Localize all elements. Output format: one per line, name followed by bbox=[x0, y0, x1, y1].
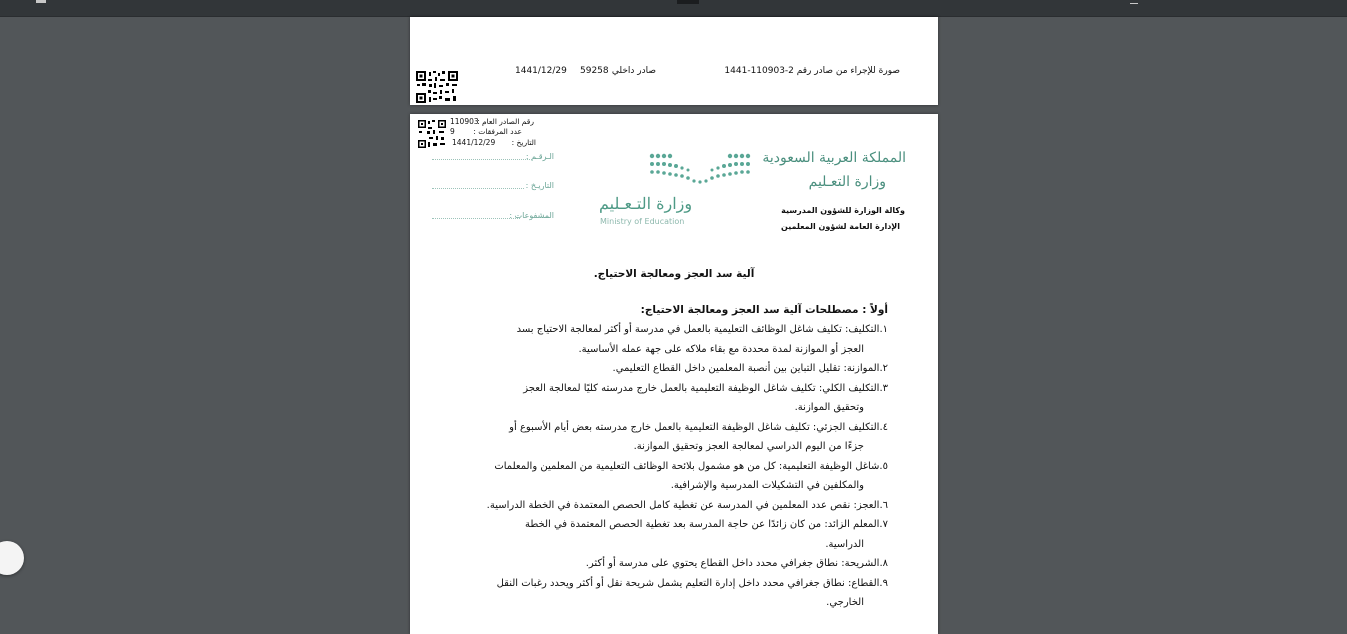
document-title: آلية سد العجز ومعالجة الاحتياج. bbox=[593, 268, 755, 280]
field-attachments-line bbox=[432, 218, 520, 219]
list-item: ١.التكليف: تكليف شاغل الوظائف التعليمية بالعمل في مدرسة أو أكثر لمعالجة الاحتياج بسد العجز أو الموازنة لمدة محددة مع بقاء ملاكه على جهة عمله الأساسية. bbox=[516, 324, 888, 355]
list-item: ٨.الشريحة: نطاق جغرافي محدد داخل القطاع يحتوي على مدرسة أو أكثر. bbox=[585, 558, 888, 569]
issue-date: 1441/12/29 bbox=[515, 66, 567, 76]
agency-name: وكالة الوزارة للشؤون المدرسية bbox=[781, 206, 905, 215]
qr-code-small bbox=[417, 119, 447, 149]
field-date-line bbox=[432, 188, 524, 189]
document-page-1 bbox=[410, 17, 938, 105]
kingdom-title: المملكة العربية السعودية bbox=[762, 150, 906, 166]
ministry-title: وزارة التعـليم bbox=[808, 174, 886, 190]
field-number-line bbox=[432, 159, 532, 160]
attachments-count: 9 bbox=[450, 127, 455, 136]
qr-code bbox=[415, 70, 459, 104]
download-icon[interactable] bbox=[1130, 0, 1138, 4]
list-item: ٩.القطاع: نطاق جغرافي محدد داخل إدارة التعليم يشمل شريحة نقل أو أكثر ويحدد رغبات النقل الخارجي. bbox=[496, 577, 888, 608]
attachments-label: عدد المرفقات : bbox=[473, 127, 522, 136]
field-attachments-label: المشفوعات : bbox=[509, 211, 554, 220]
page-indicator bbox=[677, 0, 699, 4]
list-item: ٤.التكليف الجزئي: تكليف شاغل الوظيفة التعليمية بالعمل خارج مدرسته بعض أيام الأسبوع أو جزءًا من اليوم الدراسي لمعالجة العجز وتحقيق الموازنة. bbox=[509, 421, 888, 452]
menu-icon[interactable] bbox=[36, 0, 46, 3]
definitions-list bbox=[460, 320, 888, 613]
list-item: ٥.شاغل الوظيفة التعليمية: كل من هو مشمول بلائحة الوظائف التعليمية من المعلمين والمعلمات والمكلفين في التشكيلات المدرسية والإشرافية. bbox=[494, 460, 888, 491]
ref-date: 1441/12/29 bbox=[452, 138, 496, 147]
list-item: ٣.التكليف الكلي: تكليف شاغل الوظيفة التعليمية بالعمل خارج مدرسته كليًا لمعالجة العجز وتحقيق الموازنة. bbox=[523, 382, 888, 413]
general-number-label: رقم الصادر العام : bbox=[477, 117, 534, 126]
field-number-label: الـرقـم : bbox=[525, 152, 554, 161]
logo-english-text: Ministry of Education bbox=[600, 217, 685, 226]
logo-arabic-text: وزارة التـعـليم bbox=[599, 194, 693, 213]
internal-number: 59258 bbox=[580, 66, 609, 76]
copy-reference: صورة للإجراء من صادر رقم 2-110903-1441 bbox=[724, 66, 900, 76]
list-item: ٧.المعلم الزائد: من كان زائدًا عن حاجة المدرسة بعد تغطية الحصص المعتمدة في الخطة الدراسية. bbox=[524, 519, 888, 550]
section-heading: أولاً : مصطلحات آلية سد العجز ومعالجة الاحتياج: bbox=[640, 303, 888, 316]
ministry-logo-icon bbox=[648, 152, 752, 192]
list-item: ٦.العجز: نقص عدد المعلمين في المدرسة عن تغطية كامل الحصص المعتمدة في الخطة الدراسية. bbox=[486, 499, 888, 511]
ref-date-label: التاريخ : bbox=[511, 138, 536, 147]
viewer-toolbar bbox=[0, 0, 1347, 17]
document-body bbox=[460, 265, 888, 613]
list-item: ٢.الموازنة: تقليل التباين بين أنصبة المعلمين داخل القطاع التعليمي. bbox=[612, 363, 888, 374]
field-date-label: التاريـخ : bbox=[525, 181, 554, 190]
general-number: 110903 bbox=[450, 117, 479, 126]
side-panel-button[interactable] bbox=[0, 541, 24, 575]
department-name: الإدارة العامة لشؤون المعلمين bbox=[781, 222, 900, 231]
internal-label: صادر داخلي bbox=[611, 66, 656, 76]
document-page-2 bbox=[410, 114, 938, 634]
